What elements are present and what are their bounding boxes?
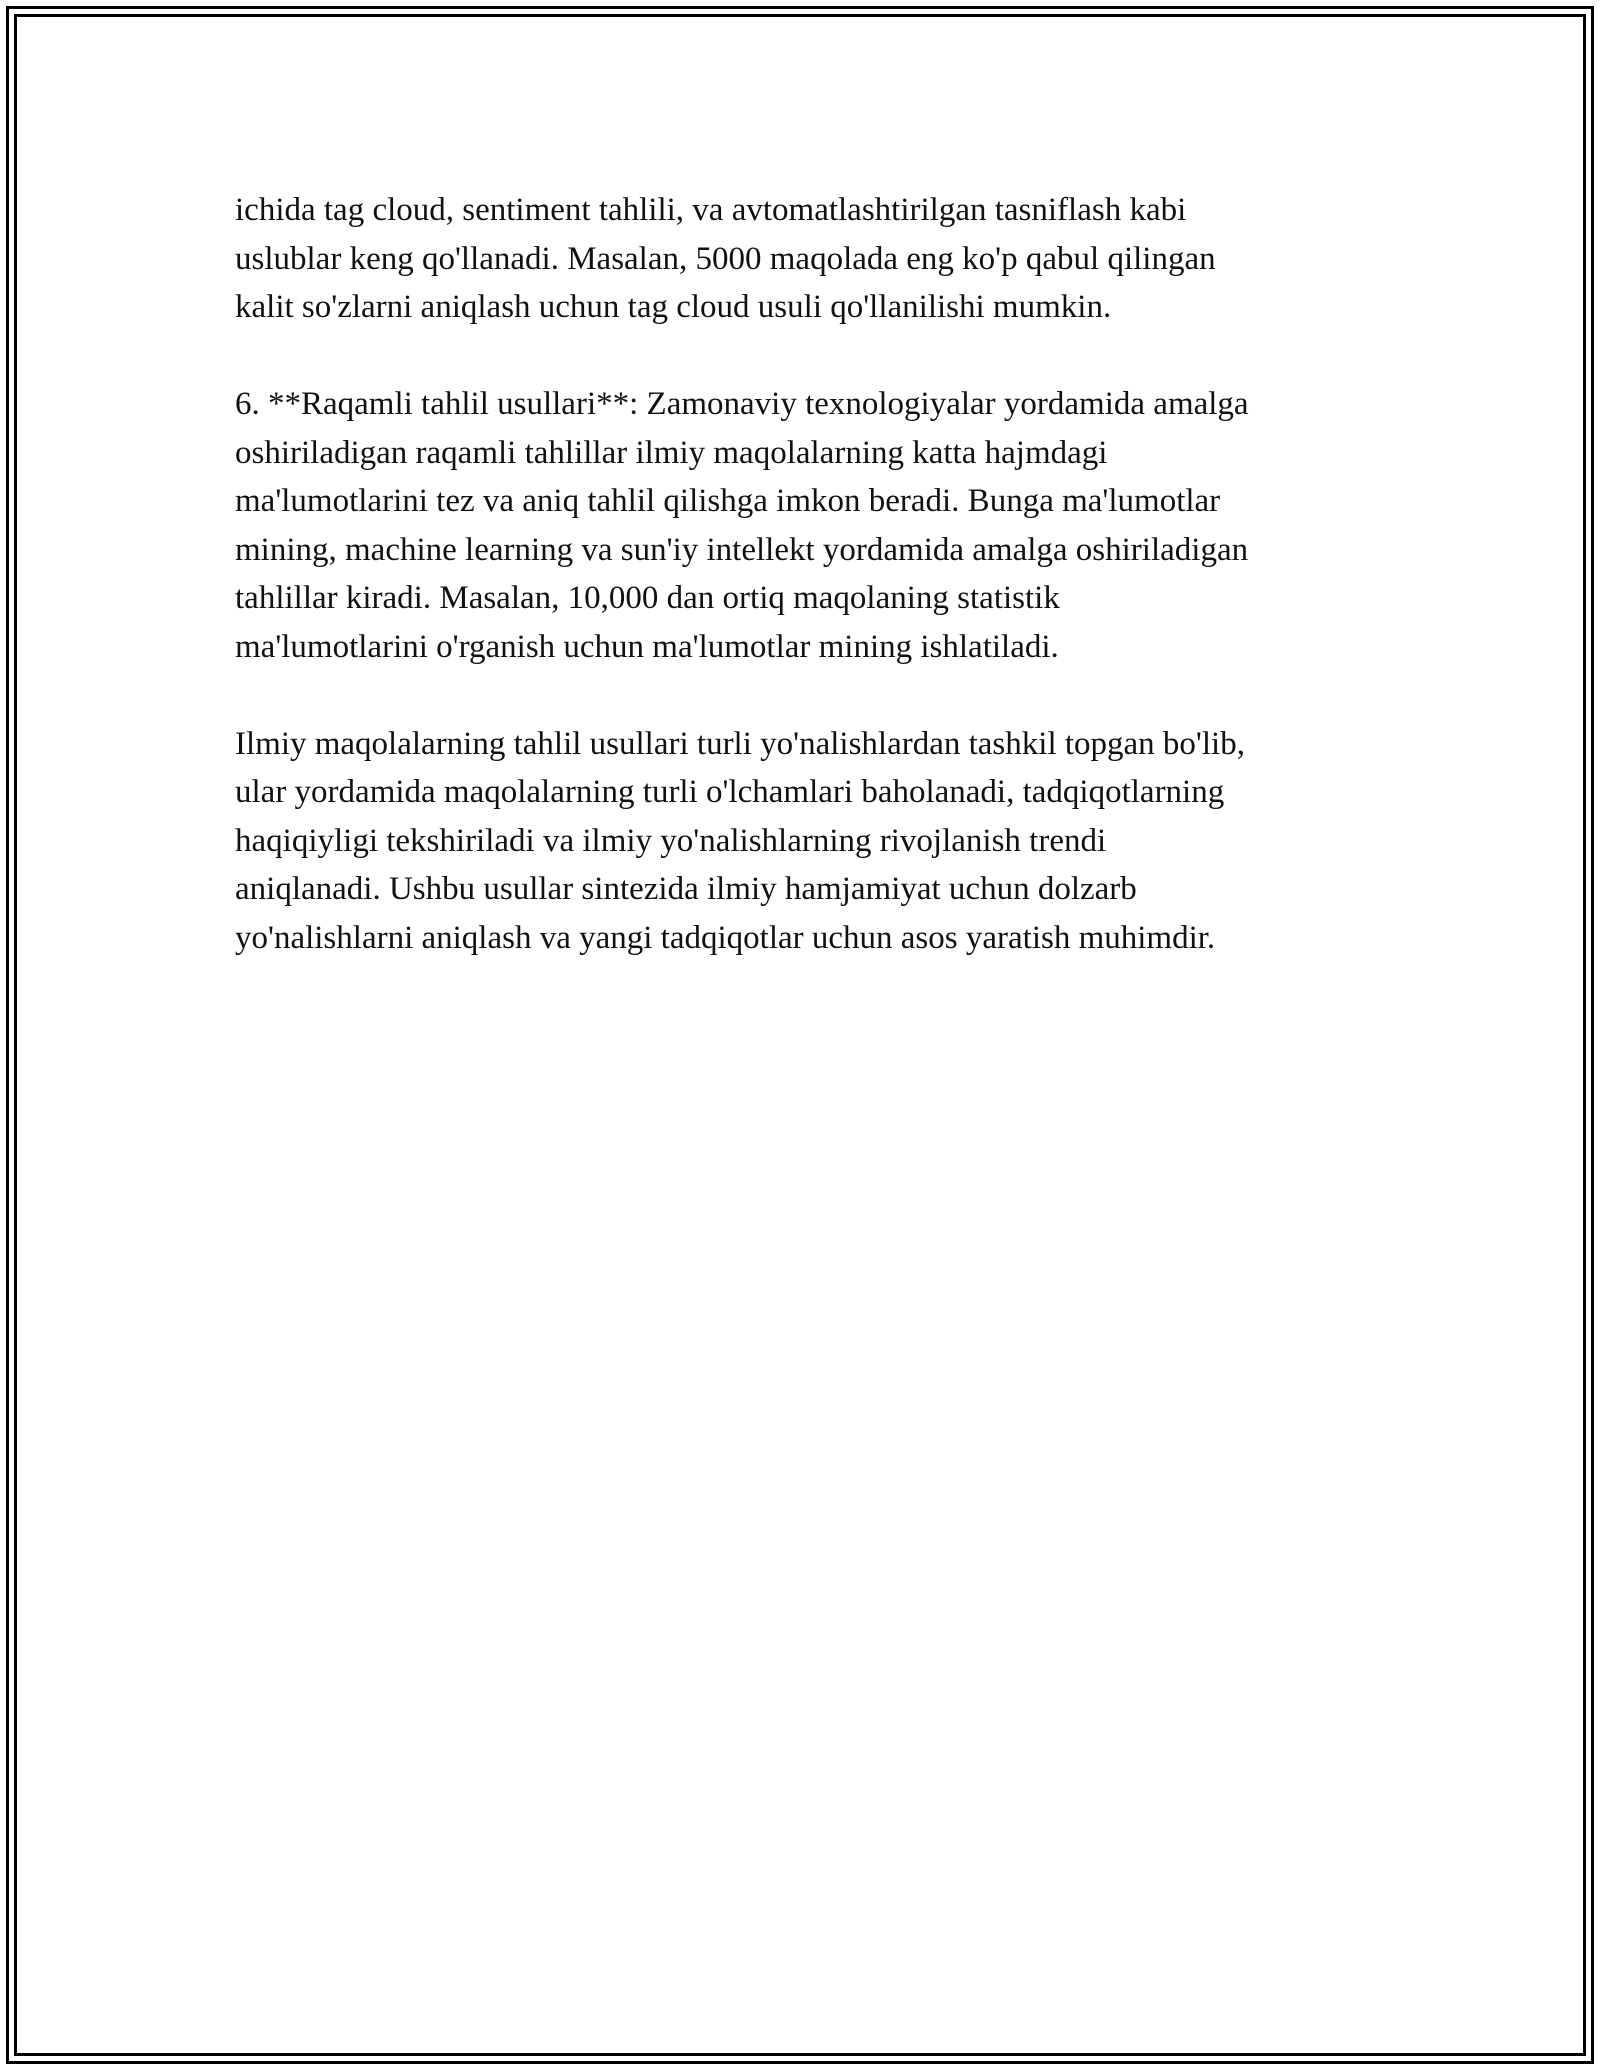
text-line: oshiriladigan raqamli tahlillar ilmiy maqolalarning katta hajmdagi xyxy=(235,434,1108,471)
text-line: yo'nalishlarni aniqlash va yangi tadqiqotlar uchun asos yaratish muhimdir. xyxy=(235,919,1216,956)
text-line: ichida tag cloud, sentiment tahlili, va avtomatlashtirilgan tasniflash kabi xyxy=(235,192,1187,228)
text-line: mining, machine learning va sun'iy intellekt yordamida amalga oshiriladigan xyxy=(235,531,1249,568)
paragraph-conclusion xyxy=(235,720,1375,963)
text-line: tahlillar kiradi. Masalan, 10,000 dan ortiq maqolaning statistik xyxy=(235,580,1060,616)
text-line: ma'lumotlarini o'rganish uchun ma'lumotlar mining ishlatiladi. xyxy=(235,628,1059,665)
text-line: aniqlanadi. Ushbu usullar sintezida ilmiy hamjamiyat uchun dolzarb xyxy=(235,871,1137,907)
text-line: haqiqiyligi tekshiriladi va ilmiy yo'nalishlarning rivojlanish trendi xyxy=(235,822,1107,859)
paragraph-digital-analysis xyxy=(235,380,1375,671)
paragraph-tag-cloud xyxy=(235,186,1375,332)
document-body xyxy=(235,186,1375,1011)
text-line: 6. **Raqamli tahlil usullari**: Zamonaviy texnologiyalar yordamida amalga xyxy=(235,386,1249,422)
text-line: uslublar keng qo'llanadi. Masalan, 5000 maqolada eng ko'p qabul qilingan xyxy=(235,240,1216,277)
text-line: kalit so'zlarni aniqlash uchun tag cloud usuli qo'llanilishi mumkin. xyxy=(235,289,1112,325)
text-line: Ilmiy maqolalarning tahlil usullari turli yo'nalishlardan tashkil topgan bo'lib, xyxy=(235,725,1245,762)
text-line: ular yordamida maqolalarning turli o'lchamlari baholanadi, tadqiqotlarning xyxy=(235,774,1225,810)
text-line: ma'lumotlarini tez va aniq tahlil qilishga imkon beradi. Bunga ma'lumotlar xyxy=(235,483,1221,519)
